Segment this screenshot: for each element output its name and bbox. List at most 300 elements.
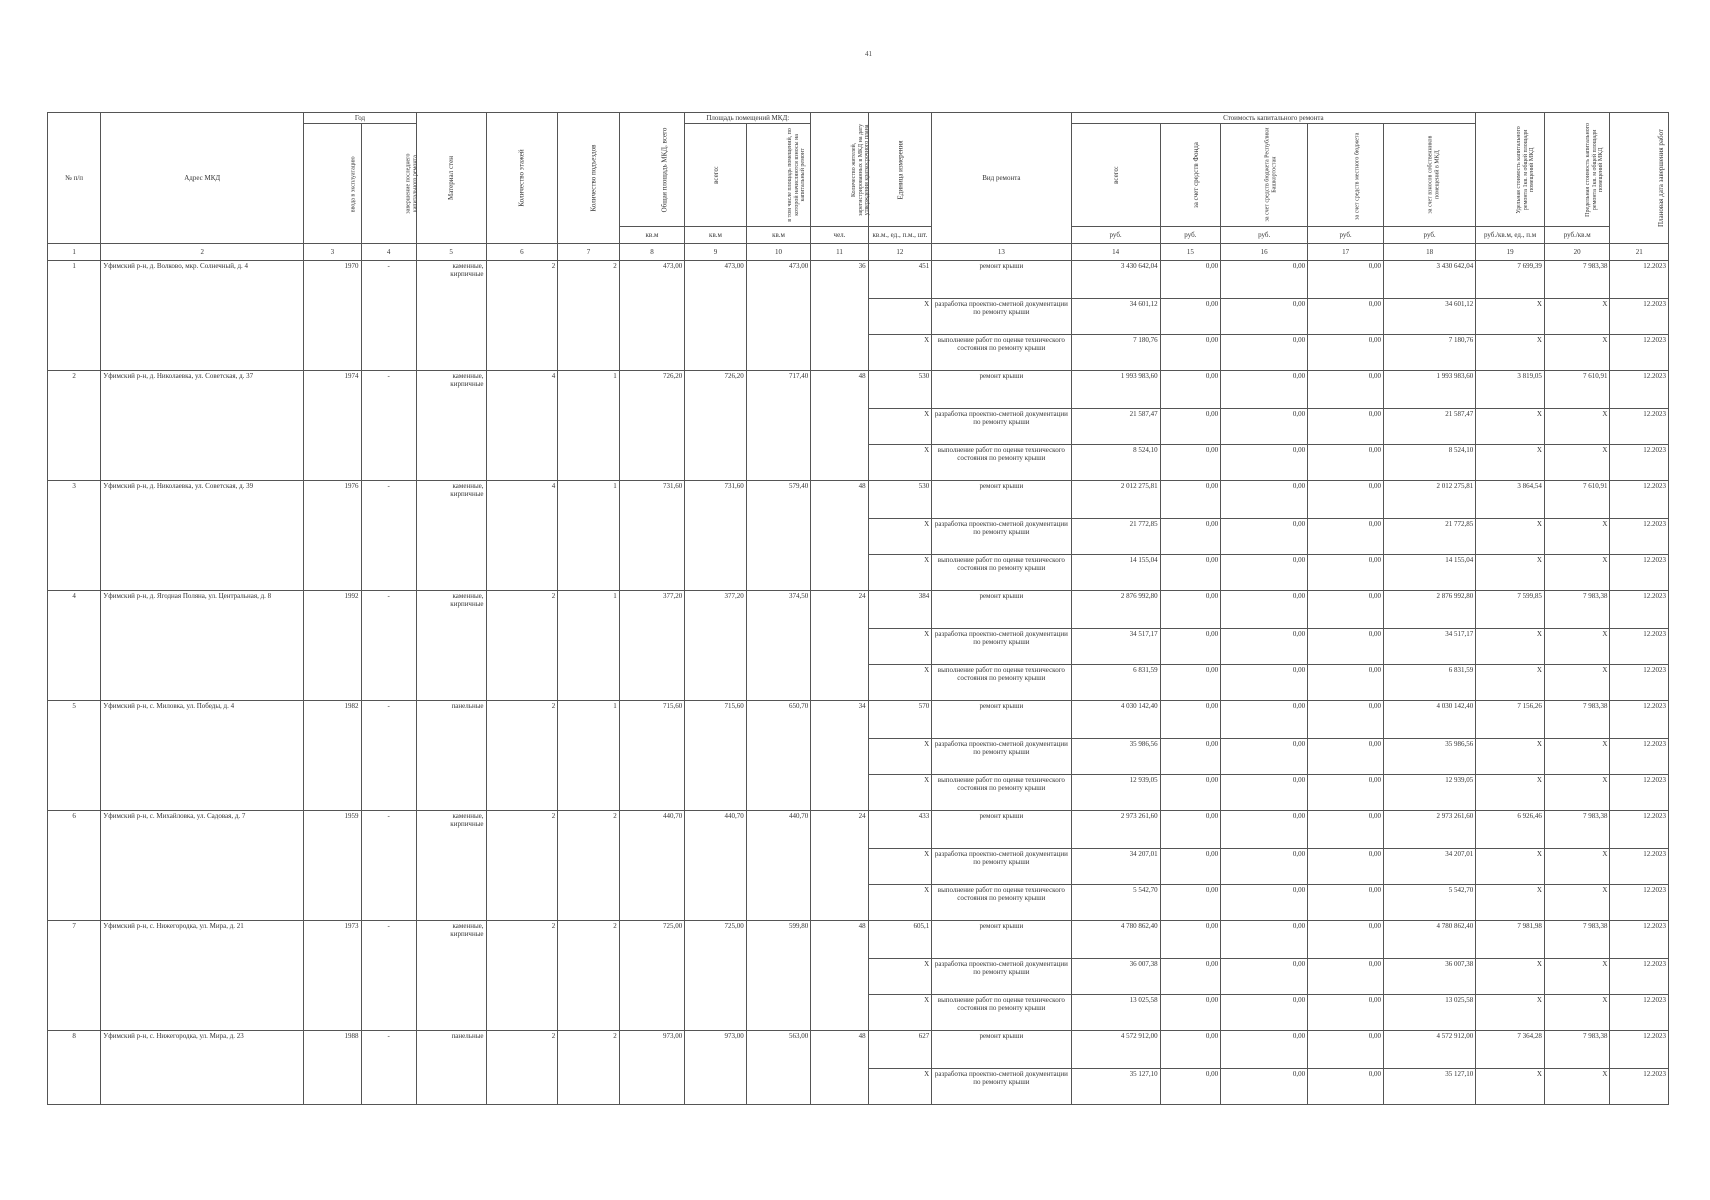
cost-local: 0,00	[1308, 371, 1384, 409]
year-commission: 1970	[304, 261, 361, 371]
deadline-date: 12.2023	[1610, 811, 1669, 849]
deadline-date: 12.2023	[1610, 371, 1669, 409]
cost-fund: 0,00	[1160, 739, 1220, 775]
max-cost: 7 983,38	[1544, 1031, 1610, 1069]
max-cost: 7 983,38	[1544, 261, 1610, 299]
cost-local: 0,00	[1308, 921, 1384, 959]
unit-cost: X	[1476, 555, 1545, 591]
building-number: 6	[48, 811, 101, 921]
unit-cost: X	[1476, 519, 1545, 555]
column-number: 11	[811, 244, 868, 261]
max-cost: 7 610,91	[1544, 481, 1610, 519]
work-unit: 570	[868, 701, 932, 739]
work-unit: 530	[868, 481, 932, 519]
column-number: 7	[558, 244, 619, 261]
unit-max-cost: руб./кв.м	[1544, 227, 1610, 244]
unit-cost-total: руб.	[1071, 227, 1160, 244]
cost-fund: 0,00	[1160, 555, 1220, 591]
premises-payers: 599,80	[746, 921, 811, 1031]
year-last-repair: -	[361, 261, 416, 371]
unit-cost: 7 599,85	[1476, 591, 1545, 629]
header-premises-group: Площадь помещений МКД:	[685, 113, 811, 124]
entrances-count: 1	[558, 701, 619, 811]
premises-total: 377,20	[685, 591, 746, 701]
total-area: 715,60	[619, 701, 685, 811]
deadline-date: 12.2023	[1610, 591, 1669, 629]
work-type: ремонт крыши	[932, 1031, 1071, 1069]
cost-republic: 0,00	[1221, 739, 1308, 775]
wall-material: каменные, кирпичные	[416, 811, 486, 921]
cost-local: 0,00	[1308, 335, 1384, 371]
header-residents: Количество жителей, зарегистрированных в МКД на дату утверждения краткосрочного плана	[811, 113, 868, 227]
work-type: разработка проектно-сметной документации по ремонту крыши	[932, 519, 1071, 555]
cost-owners: 6 831,59	[1383, 665, 1475, 701]
year-last-repair: -	[361, 921, 416, 1031]
premises-payers: 374,50	[746, 591, 811, 701]
cost-republic: 0,00	[1221, 1069, 1308, 1105]
cost-local: 0,00	[1308, 959, 1384, 995]
header-wall-material: Материал стен	[416, 113, 486, 244]
cost-owners: 35 127,10	[1383, 1069, 1475, 1105]
work-type: ремонт крыши	[932, 371, 1071, 409]
cost-total: 34 207,01	[1071, 849, 1160, 885]
cost-owners: 34 601,12	[1383, 299, 1475, 335]
unit-cost: X	[1476, 739, 1545, 775]
work-unit: X	[868, 885, 932, 921]
cost-republic: 0,00	[1221, 335, 1308, 371]
cost-local: 0,00	[1308, 519, 1384, 555]
cost-fund: 0,00	[1160, 591, 1220, 629]
wall-material: каменные, кирпичные	[416, 481, 486, 591]
unit-cost: 3 819,05	[1476, 371, 1545, 409]
deadline-date: 12.2023	[1610, 995, 1669, 1031]
work-type: ремонт крыши	[932, 701, 1071, 739]
floors-count: 4	[486, 481, 558, 591]
capital-repair-table	[47, 112, 1669, 1105]
cost-republic: 0,00	[1221, 371, 1308, 409]
deadline-date: 12.2023	[1610, 555, 1669, 591]
column-number: 9	[685, 244, 746, 261]
work-unit: 605,1	[868, 921, 932, 959]
cost-total: 34 601,12	[1071, 299, 1160, 335]
work-unit: X	[868, 1069, 932, 1105]
work-type: ремонт крыши	[932, 591, 1071, 629]
max-cost: X	[1544, 995, 1610, 1031]
cost-republic: 0,00	[1221, 701, 1308, 739]
cost-republic: 0,00	[1221, 591, 1308, 629]
work-unit: X	[868, 445, 932, 481]
wall-material: панельные	[416, 701, 486, 811]
cost-local: 0,00	[1308, 739, 1384, 775]
max-cost: 7 983,38	[1544, 701, 1610, 739]
page-number: 41	[865, 50, 872, 58]
work-unit: X	[868, 299, 932, 335]
cost-local: 0,00	[1308, 701, 1384, 739]
max-cost: 7 983,38	[1544, 921, 1610, 959]
cost-owners: 3 430 642,04	[1383, 261, 1475, 299]
cost-local: 0,00	[1308, 555, 1384, 591]
work-type: ремонт крыши	[932, 481, 1071, 519]
cost-owners: 12 939,05	[1383, 775, 1475, 811]
work-type: выполнение работ по оценке технического состояния по ремонту крыши	[932, 995, 1071, 1031]
work-type: разработка проектно-сметной документации по ремонту крыши	[932, 299, 1071, 335]
cost-total: 35 986,56	[1071, 739, 1160, 775]
residents-count: 36	[811, 261, 868, 371]
total-area: 440,70	[619, 811, 685, 921]
year-commission: 1973	[304, 921, 361, 1031]
cost-fund: 0,00	[1160, 995, 1220, 1031]
max-cost: X	[1544, 409, 1610, 445]
work-unit: X	[868, 519, 932, 555]
deadline-date: 12.2023	[1610, 921, 1669, 959]
column-number: 14	[1071, 244, 1160, 261]
cost-total: 8 524,10	[1071, 445, 1160, 481]
max-cost: X	[1544, 739, 1610, 775]
max-cost: X	[1544, 665, 1610, 701]
cost-republic: 0,00	[1221, 995, 1308, 1031]
column-number: 10	[746, 244, 811, 261]
wall-material: каменные, кирпичные	[416, 371, 486, 481]
cost-owners: 21 772,85	[1383, 519, 1475, 555]
cost-fund: 0,00	[1160, 371, 1220, 409]
total-area: 731,60	[619, 481, 685, 591]
cost-republic: 0,00	[1221, 665, 1308, 701]
unit-cost: 3 864,54	[1476, 481, 1545, 519]
cost-local: 0,00	[1308, 775, 1384, 811]
header-cost-group: Стоимость капитального ремонта	[1071, 113, 1476, 124]
cost-fund: 0,00	[1160, 1069, 1220, 1105]
cost-owners: 1 993 983,60	[1383, 371, 1475, 409]
unit-cost: X	[1476, 1069, 1545, 1105]
work-type: разработка проектно-сметной документации по ремонту крыши	[932, 1069, 1071, 1105]
cost-republic: 0,00	[1221, 775, 1308, 811]
work-unit: X	[868, 739, 932, 775]
cost-fund: 0,00	[1160, 261, 1220, 299]
unit-measure: кв.м., ед., п.м., шт.	[868, 227, 932, 244]
cost-local: 0,00	[1308, 1031, 1384, 1069]
building-address: Уфимский р-н, с. Михайловка, ул. Садовая, д. 7	[101, 811, 304, 921]
deadline-date: 12.2023	[1610, 409, 1669, 445]
header-premises-payers: в том числе площадь помещений, по которой начисляются взносы на капитальный ремонт	[746, 124, 811, 227]
deadline-date: 12.2023	[1610, 885, 1669, 921]
unit-cost-owners: руб.	[1383, 227, 1475, 244]
column-number: 3	[304, 244, 361, 261]
max-cost: 7 983,38	[1544, 811, 1610, 849]
building-address: Уфимский р-н, с. Миловка, ул. Победы, д. 4	[101, 701, 304, 811]
header-address: Адрес МКД	[101, 113, 304, 244]
deadline-date: 12.2023	[1610, 849, 1669, 885]
premises-total: 726,20	[685, 371, 746, 481]
unit-cost: X	[1476, 335, 1545, 371]
column-number: 19	[1476, 244, 1545, 261]
cost-fund: 0,00	[1160, 519, 1220, 555]
cost-local: 0,00	[1308, 481, 1384, 519]
cost-local: 0,00	[1308, 629, 1384, 665]
cost-total: 35 127,10	[1071, 1069, 1160, 1105]
deadline-date: 12.2023	[1610, 665, 1669, 701]
building-number: 3	[48, 481, 101, 591]
work-unit: X	[868, 555, 932, 591]
building-number: 4	[48, 591, 101, 701]
max-cost: X	[1544, 445, 1610, 481]
unit-cost: X	[1476, 959, 1545, 995]
deadline-date: 12.2023	[1610, 629, 1669, 665]
work-type: разработка проектно-сметной документации по ремонту крыши	[932, 959, 1071, 995]
total-area: 726,20	[619, 371, 685, 481]
cost-owners: 8 524,10	[1383, 445, 1475, 481]
max-cost: 7 983,38	[1544, 591, 1610, 629]
cost-republic: 0,00	[1221, 555, 1308, 591]
work-unit: X	[868, 995, 932, 1031]
max-cost: X	[1544, 555, 1610, 591]
header-floors: Количество этажей	[486, 113, 558, 244]
table-row	[48, 371, 1669, 409]
unit-cost: X	[1476, 445, 1545, 481]
cost-total: 13 025,58	[1071, 995, 1160, 1031]
cost-owners: 13 025,58	[1383, 995, 1475, 1031]
work-unit: X	[868, 335, 932, 371]
work-type: ремонт крыши	[932, 811, 1071, 849]
cost-owners: 36 007,38	[1383, 959, 1475, 995]
cost-republic: 0,00	[1221, 629, 1308, 665]
header-year-last-repair: завершение последнего капитального ремонта	[361, 124, 416, 244]
column-number: 12	[868, 244, 932, 261]
building-address: Уфимский р-н, д. Ягодная Поляна, ул. Центральная, д. 8	[101, 591, 304, 701]
header-total-area: Общая площадь МКД, всего	[619, 113, 685, 227]
column-number: 1	[48, 244, 101, 261]
cost-fund: 0,00	[1160, 959, 1220, 995]
premises-payers: 650,70	[746, 701, 811, 811]
work-type: ремонт крыши	[932, 921, 1071, 959]
building-address: Уфимский р-н, д. Николаевка, ул. Советская, д. 37	[101, 371, 304, 481]
cost-total: 7 180,76	[1071, 335, 1160, 371]
wall-material: каменные, кирпичные	[416, 921, 486, 1031]
cost-local: 0,00	[1308, 299, 1384, 335]
cost-owners: 4 030 142,40	[1383, 701, 1475, 739]
unit-cost: X	[1476, 995, 1545, 1031]
work-type: разработка проектно-сметной документации по ремонту крыши	[932, 849, 1071, 885]
work-type: выполнение работ по оценке технического состояния по ремонту крыши	[932, 335, 1071, 371]
cost-owners: 5 542,70	[1383, 885, 1475, 921]
year-commission: 1976	[304, 481, 361, 591]
header-cost-republic: за счет средств бюджета Республики Башкортостан	[1221, 124, 1308, 227]
cost-owners: 21 587,47	[1383, 409, 1475, 445]
header-max-cost: Предельная стоимость капитального ремонта 1кв. м общей площади помещений МКД	[1544, 113, 1610, 227]
entrances-count: 2	[558, 811, 619, 921]
building-number: 5	[48, 701, 101, 811]
work-unit: 451	[868, 261, 932, 299]
work-type: выполнение работ по оценке технического состояния по ремонту крыши	[932, 775, 1071, 811]
premises-total: 973,00	[685, 1031, 746, 1105]
work-unit: 627	[868, 1031, 932, 1069]
column-number: 8	[619, 244, 685, 261]
work-unit: 433	[868, 811, 932, 849]
wall-material: каменные, кирпичные	[416, 261, 486, 371]
header-cost-total: всего:	[1071, 124, 1160, 227]
unit-cost: X	[1476, 299, 1545, 335]
deadline-date: 12.2023	[1610, 959, 1669, 995]
building-number: 1	[48, 261, 101, 371]
cost-fund: 0,00	[1160, 921, 1220, 959]
floors-count: 2	[486, 1031, 558, 1105]
header-year-commission: ввода в эксплуатацию	[304, 124, 361, 244]
deadline-date: 12.2023	[1610, 261, 1669, 299]
premises-payers: 563,00	[746, 1031, 811, 1105]
header-work-type: Вид ремонта	[932, 113, 1071, 244]
unit-cost: X	[1476, 409, 1545, 445]
floors-count: 2	[486, 811, 558, 921]
max-cost: X	[1544, 519, 1610, 555]
column-number: 13	[932, 244, 1071, 261]
table-row	[48, 1031, 1669, 1069]
cost-republic: 0,00	[1221, 959, 1308, 995]
cost-total: 34 517,17	[1071, 629, 1160, 665]
work-unit: X	[868, 775, 932, 811]
cost-local: 0,00	[1308, 849, 1384, 885]
cost-fund: 0,00	[1160, 775, 1220, 811]
unit-cost: X	[1476, 849, 1545, 885]
header-entrances: Количество подъездов	[558, 113, 619, 244]
year-last-repair: -	[361, 811, 416, 921]
cost-total: 12 939,05	[1071, 775, 1160, 811]
year-last-repair: -	[361, 701, 416, 811]
cost-total: 6 831,59	[1071, 665, 1160, 701]
entrances-count: 2	[558, 1031, 619, 1105]
total-area: 725,00	[619, 921, 685, 1031]
column-number: 16	[1221, 244, 1308, 261]
work-type: выполнение работ по оценке технического состояния по ремонту крыши	[932, 555, 1071, 591]
work-unit: X	[868, 959, 932, 995]
unit-total-area: кв.м	[619, 227, 685, 244]
floors-count: 2	[486, 591, 558, 701]
building-number: 8	[48, 1031, 101, 1105]
header-cost-owners: за счет взносов собственников помещений в МКД	[1383, 124, 1475, 227]
year-commission: 1974	[304, 371, 361, 481]
building-number: 7	[48, 921, 101, 1031]
premises-total: 440,70	[685, 811, 746, 921]
column-number: 4	[361, 244, 416, 261]
cost-fund: 0,00	[1160, 665, 1220, 701]
premises-total: 715,60	[685, 701, 746, 811]
cost-republic: 0,00	[1221, 261, 1308, 299]
cost-owners: 14 155,04	[1383, 555, 1475, 591]
cost-total: 3 430 642,04	[1071, 261, 1160, 299]
cost-republic: 0,00	[1221, 921, 1308, 959]
residents-count: 48	[811, 1031, 868, 1105]
table-body	[48, 261, 1669, 1105]
column-number: 18	[1383, 244, 1475, 261]
floors-count: 2	[486, 921, 558, 1031]
work-type: разработка проектно-сметной документации по ремонту крыши	[932, 409, 1071, 445]
cost-total: 14 155,04	[1071, 555, 1160, 591]
cost-local: 0,00	[1308, 811, 1384, 849]
header-cost-fund: за счет средств Фонда	[1160, 124, 1220, 227]
header-premises-total: всего:	[685, 124, 746, 227]
cost-owners: 4 780 862,40	[1383, 921, 1475, 959]
cost-local: 0,00	[1308, 591, 1384, 629]
premises-payers: 440,70	[746, 811, 811, 921]
residents-count: 24	[811, 811, 868, 921]
max-cost: 7 610,91	[1544, 371, 1610, 409]
deadline-date: 12.2023	[1610, 775, 1669, 811]
cost-fund: 0,00	[1160, 299, 1220, 335]
deadline-date: 12.2023	[1610, 1031, 1669, 1069]
building-address: Уфимский р-н, с. Нижегородка, ул. Мира, д. 21	[101, 921, 304, 1031]
work-type: выполнение работ по оценке технического состояния по ремонту крыши	[932, 885, 1071, 921]
work-type: разработка проектно-сметной документации по ремонту крыши	[932, 739, 1071, 775]
cost-republic: 0,00	[1221, 409, 1308, 445]
total-area: 473,00	[619, 261, 685, 371]
unit-cost: 7 699,39	[1476, 261, 1545, 299]
premises-total: 473,00	[685, 261, 746, 371]
column-number: 2	[101, 244, 304, 261]
year-commission: 1982	[304, 701, 361, 811]
header-unit-cost: Удельная стоимость капитального ремонта 1кв. м общей площади помещений МКД	[1476, 113, 1545, 227]
cost-total: 21 587,47	[1071, 409, 1160, 445]
unit-cost: 6 926,46	[1476, 811, 1545, 849]
unit-cost: 7 981,98	[1476, 921, 1545, 959]
residents-count: 48	[811, 481, 868, 591]
cost-republic: 0,00	[1221, 849, 1308, 885]
year-last-repair: -	[361, 481, 416, 591]
deadline-date: 12.2023	[1610, 701, 1669, 739]
cost-fund: 0,00	[1160, 811, 1220, 849]
unit-cost: X	[1476, 885, 1545, 921]
total-area: 973,00	[619, 1031, 685, 1105]
building-number: 2	[48, 371, 101, 481]
unit-cost: 7 156,26	[1476, 701, 1545, 739]
cost-total: 36 007,38	[1071, 959, 1160, 995]
year-commission: 1988	[304, 1031, 361, 1105]
cost-republic: 0,00	[1221, 885, 1308, 921]
cost-total: 21 772,85	[1071, 519, 1160, 555]
unit-unit-cost: руб./кв.м, ед., п.м	[1476, 227, 1545, 244]
unit-cost: X	[1476, 775, 1545, 811]
entrances-count: 1	[558, 371, 619, 481]
cost-owners: 2 012 275,81	[1383, 481, 1475, 519]
header-year-group: Год	[304, 113, 417, 124]
column-number: 15	[1160, 244, 1220, 261]
deadline-date: 12.2023	[1610, 299, 1669, 335]
unit-cost-fund: руб.	[1160, 227, 1220, 244]
residents-count: 48	[811, 371, 868, 481]
building-address: Уфимский р-н, д. Волково, мкр. Солнечный, д. 4	[101, 261, 304, 371]
cost-local: 0,00	[1308, 409, 1384, 445]
deadline-date: 12.2023	[1610, 445, 1669, 481]
entrances-count: 1	[558, 591, 619, 701]
cost-fund: 0,00	[1160, 481, 1220, 519]
cost-total: 1 993 983,60	[1071, 371, 1160, 409]
residents-count: 24	[811, 591, 868, 701]
cost-republic: 0,00	[1221, 811, 1308, 849]
column-number: 5	[416, 244, 486, 261]
max-cost: X	[1544, 629, 1610, 665]
table-row	[48, 481, 1669, 519]
deadline-date: 12.2023	[1610, 481, 1669, 519]
column-number: 17	[1308, 244, 1384, 261]
cost-local: 0,00	[1308, 995, 1384, 1031]
header-cost-local: за счет средств местного бюджета	[1308, 124, 1384, 227]
max-cost: X	[1544, 885, 1610, 921]
max-cost: X	[1544, 849, 1610, 885]
floors-count: 2	[486, 701, 558, 811]
cost-fund: 0,00	[1160, 849, 1220, 885]
table-row	[48, 811, 1669, 849]
cost-owners: 34 517,17	[1383, 629, 1475, 665]
table-row	[48, 261, 1669, 299]
unit-cost-republic: руб.	[1221, 227, 1308, 244]
unit-cost: 7 364,28	[1476, 1031, 1545, 1069]
